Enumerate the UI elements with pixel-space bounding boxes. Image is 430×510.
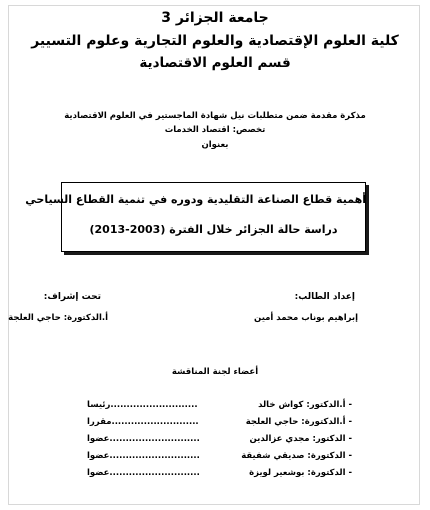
committee-member-role: ............................عضوا bbox=[87, 434, 200, 444]
university-name: جامعة الجزائر 3 bbox=[161, 10, 269, 26]
committee-member-role: ............................عضوا bbox=[87, 468, 200, 478]
student-name: إبراهيم بوناب محمد أمين bbox=[254, 313, 358, 323]
supervisor-name: أ.الدكتورة: حاجي العلجة bbox=[8, 313, 108, 323]
committee-member-name: - أ.الدكتورة: حاجي العلجة bbox=[245, 417, 352, 427]
committee-member-name: - أ.الدكتور: كواش خالد bbox=[258, 400, 352, 410]
committee-member-role: ............................عضوا bbox=[87, 451, 200, 461]
committee-member-role: ...........................مقررا bbox=[87, 417, 199, 427]
committee-member-row bbox=[87, 400, 352, 414]
specialization: تخصص: اقتصاد الخدمات bbox=[164, 125, 266, 135]
titled-label: بعنوان bbox=[201, 140, 229, 150]
committee-member-row bbox=[87, 468, 352, 482]
committee-heading: أعضاء لجنة المناقشة bbox=[171, 367, 259, 377]
committee-member-row bbox=[87, 434, 352, 448]
committee-member-name: - الدكتور: مجدي عزالدين bbox=[249, 434, 352, 444]
committee-member-name: - الدكتورة: بوشعير لويزة bbox=[249, 468, 352, 478]
supervision-label: تحت إشراف: bbox=[43, 292, 101, 302]
department-name: قسم العلوم الاقتصادية bbox=[139, 55, 291, 71]
committee-member-row bbox=[87, 417, 352, 431]
thesis-title-line1: أهمية قطاع الصناعة التقليدية ودوره في تنمية القطاع السياحي bbox=[25, 193, 366, 206]
faculty-name: كلية العلوم الإقتصادية والعلوم التجارية وعلوم التسيير bbox=[31, 33, 399, 49]
committee-member-role: ...........................رئيسا bbox=[87, 400, 198, 410]
prepared-by-label: إعداد الطالب: bbox=[294, 292, 355, 302]
memo-description: مذكرة مقدمة ضمن متطلبات نيل شهادة الماجستير في العلوم الاقتصادية bbox=[64, 111, 366, 121]
committee-member-row bbox=[87, 451, 352, 465]
committee-member-name: - الدكتورة: صديقي شفيقة bbox=[241, 451, 352, 461]
thesis-title-line2: دراسة حالة الجزائر خلال الفترة (2003-2013) bbox=[89, 223, 338, 236]
